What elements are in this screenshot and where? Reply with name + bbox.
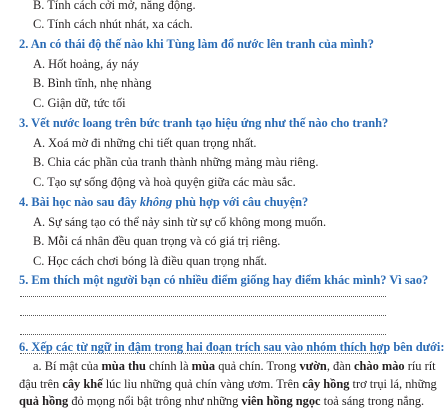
bold-word[interactable]: mùa thu [101, 359, 146, 373]
q3-option-a[interactable]: A. Xoá mờ đi những chi tiết quan trọng nhất. [33, 136, 257, 150]
bold-word[interactable]: chào mào [354, 359, 405, 373]
q3-option-b[interactable]: B. Chia các phần của tranh thành những mảng màu riêng. [33, 155, 319, 169]
passage-line-1 [33, 358, 436, 375]
passage-text: trơ trụi lá, những [349, 377, 437, 391]
bold-word[interactable]: mùa [191, 359, 216, 373]
question-3: 3. Vết nước loang trên bức tranh tạo hiệu ứng như thế nào cho tranh? [19, 116, 389, 130]
answer-line-2[interactable] [20, 315, 386, 316]
bold-word[interactable]: cây khế [62, 377, 103, 391]
q1-option-b[interactable]: B. Tính cách cởi mở, năng động. [33, 0, 196, 12]
q1-option-c[interactable]: C. Tính cách nhút nhát, xa cách. [33, 17, 193, 31]
passage-text: đỏ mọng nổi bật trông như những [68, 394, 242, 408]
q4-option-b[interactable]: B. Mỗi cá nhân đều quan trọng và có giá trị riêng. [33, 234, 281, 248]
question-6: 6. Xếp các từ ngữ in đậm trong hai đoạn trích sau vào nhóm thích hợp bên dưới: [19, 340, 444, 354]
q2-option-b[interactable]: B. Bình tĩnh, nhẹ nhàng [33, 76, 152, 90]
bold-word[interactable]: vườn [299, 359, 327, 373]
bold-word[interactable]: viên hồng ngọc [241, 394, 321, 408]
answer-line-3[interactable] [20, 334, 386, 335]
q2-option-a[interactable]: A. Hốt hoảng, áy náy [33, 57, 139, 71]
passage-text: ríu rít [404, 359, 436, 373]
passage-line-3 [19, 393, 425, 410]
q4-option-c[interactable]: C. Học cách chơi bóng là điều quan trọng nhất. [33, 254, 267, 268]
passage-text: toả sáng trong nắng. [320, 394, 425, 408]
passage-text: , đàn [326, 359, 355, 373]
q4-text-start: 4. Bài học nào sau đây [19, 195, 140, 209]
q2-option-c[interactable]: C. Giận dữ, tức tối [33, 96, 126, 110]
passage-line-2 [19, 376, 437, 393]
question-5: 5. Em thích một người bạn có nhiều điểm giống hay điểm khác mình? Vì sao? [19, 273, 429, 287]
passage-text: lúc lỉu những quả chín vàng ươm. Trên [102, 377, 303, 391]
q4-option-a[interactable]: A. Sự sáng tạo có thể nảy sinh từ sự cố không mong muốn. [33, 215, 327, 229]
answer-line-1[interactable] [20, 296, 386, 297]
q4-emphasis: không [139, 195, 173, 209]
q4-text-end: phù hợp với câu chuyện? [172, 195, 309, 209]
question-4 [19, 194, 400, 211]
passage-text: chính là [145, 359, 192, 373]
passage-text: a. Bí mật của [33, 359, 102, 373]
q3-option-c[interactable]: C. Tạo sự sống động và hoà quyện giữa các màu sắc. [33, 175, 296, 189]
passage-text: đậu trên [19, 377, 63, 391]
bold-word[interactable]: quả hồng [19, 394, 69, 408]
bold-word[interactable]: cây hồng [302, 377, 350, 391]
passage-text: quả chín. Trong [215, 359, 300, 373]
question-2: 2. An có thái độ thế nào khi Tùng làm đổ nước lên tranh của mình? [19, 37, 374, 51]
